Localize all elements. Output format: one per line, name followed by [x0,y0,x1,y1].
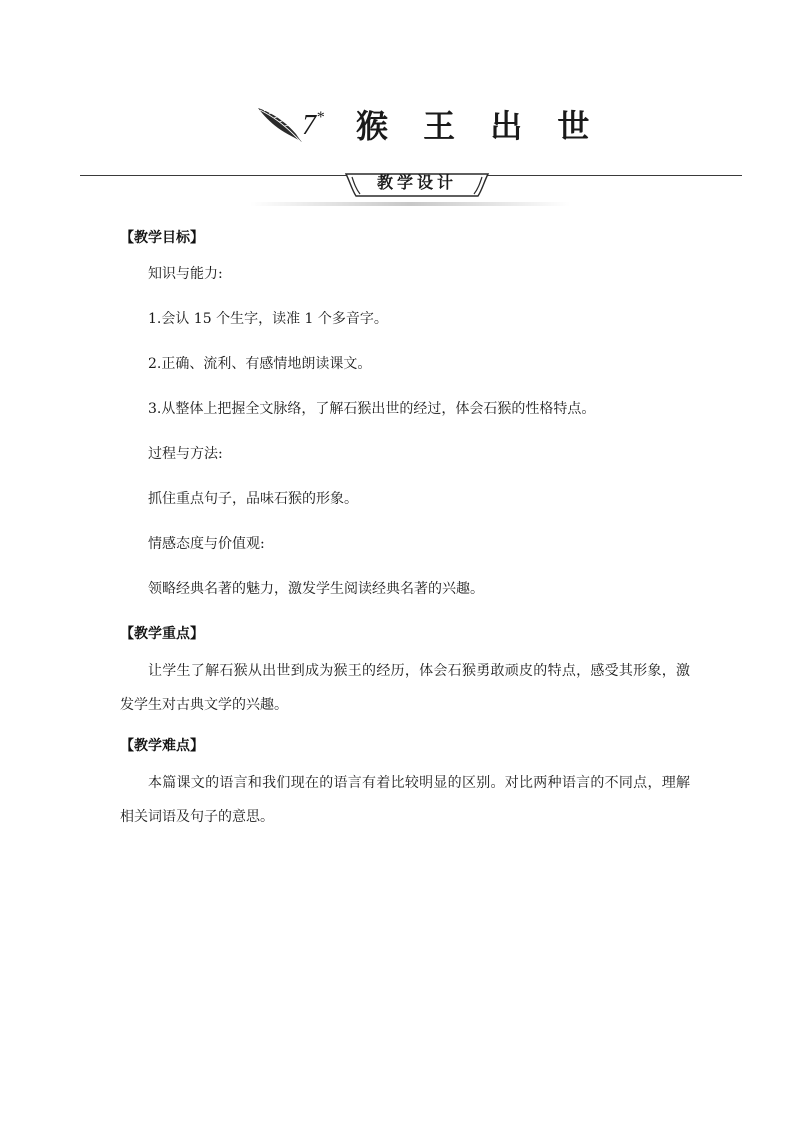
lesson-number: 7* [302,109,324,141]
goals-item: 抓住重点句子，品味石猴的形象。 [148,491,358,507]
key-points-heading: 【教学重点】 [120,626,204,642]
lesson-mark: * [316,109,324,126]
title-row [0,100,794,152]
goals-item: 1.会认 15 个生字，读准 1 个多音字。 [148,311,388,327]
page-title: 猴 王 出 世 [356,107,602,145]
goals-item: 知识与能力: [148,266,223,282]
goals-heading: 【教学目标】 [120,230,204,246]
difficulties-heading: 【教学难点】 [120,738,204,754]
goals-item: 情感态度与价值观: [148,536,265,552]
content-body [120,228,690,848]
goals-item: 2.正确、流利、有感情地朗读课文。 [148,356,372,372]
section-banner [80,166,742,210]
banner-label: 教学设计 [376,173,457,192]
difficulties-text: 本篇课文的语言和我们现在的语言有着比较明显的区别。对比两种语言的不同点，理解相关词语及句子的意思。 [120,775,690,825]
banner-shadow [250,202,570,206]
goals-item: 3.从整体上把握全文脉络，了解石猴出世的经过，体会石猴的性格特点。 [148,401,596,417]
goals-item: 领略经典名著的魅力，激发学生阅读经典名著的兴趣。 [148,581,484,597]
goals-item: 过程与方法: [148,446,223,462]
banner-tab [342,168,492,198]
key-points-text: 让学生了解石猴从出世到成为猴王的经历，体会石猴勇敢顽皮的特点，感受其形象，激发学生对古典文学的兴趣。 [120,663,690,713]
feather-quill-icon [256,104,306,144]
